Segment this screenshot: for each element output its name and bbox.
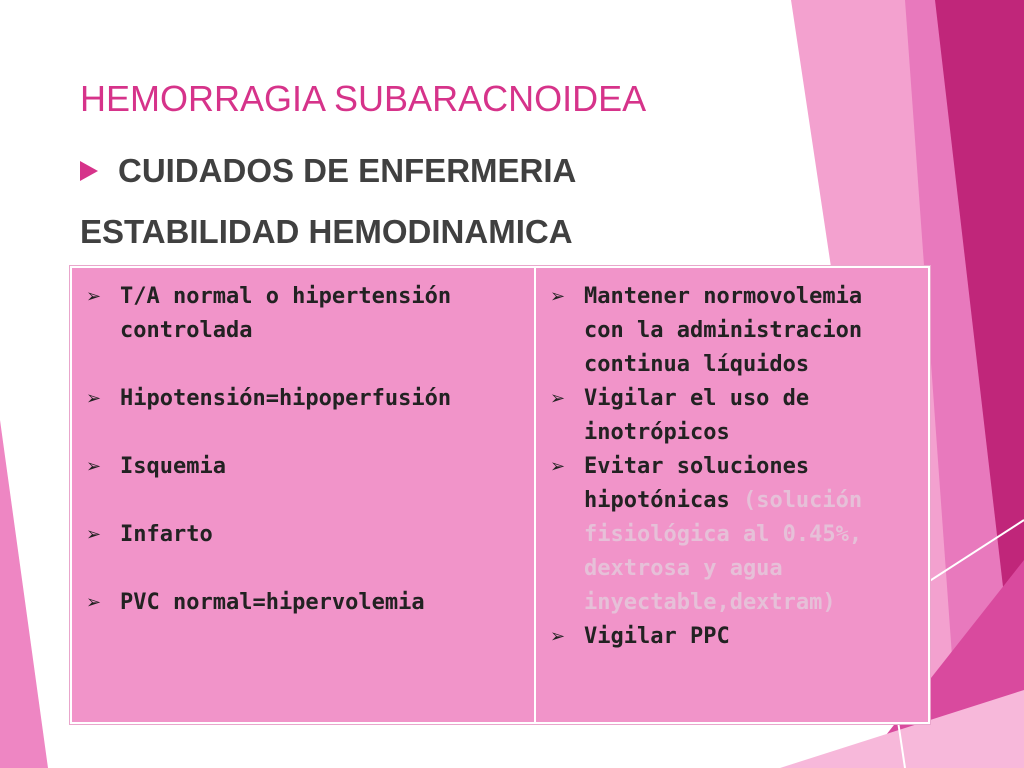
left-list-item: ➢ PVC normal=hipervolemia xyxy=(86,586,520,620)
arrowhead-bullet-icon: ➢ xyxy=(550,626,566,647)
right-list-item-faint: ➢ Vigilar PPC xyxy=(550,620,914,654)
right-list-item: ➢ Vigilar el uso de inotrópicos xyxy=(550,382,914,450)
bg-shape-left xyxy=(0,420,48,768)
arrowhead-bullet-icon: ➢ xyxy=(550,286,566,307)
left-list-item: ➢ Isquemia xyxy=(86,450,520,484)
right-list xyxy=(550,280,914,654)
content-table xyxy=(70,266,930,724)
arrowhead-bullet-icon: ➢ xyxy=(550,456,566,477)
triangle-bullet-icon xyxy=(80,161,98,181)
arrowhead-bullet-icon: ➢ xyxy=(86,592,102,613)
arrowhead-bullet-icon: ➢ xyxy=(550,388,566,409)
arrowhead-bullet-icon: ➢ xyxy=(86,524,102,545)
faint-note: (solución fisiológica al 0.45%, dextrosa y agua inyectable,dextram) xyxy=(584,488,863,615)
left-list-item: ➢ Infarto xyxy=(86,518,520,552)
arrowhead-bullet-icon: ➢ xyxy=(86,388,102,409)
right-list-item: ➢ Mantener normovolemia con la administracion continua líquidos xyxy=(550,280,914,382)
slide-title: HEMORRAGIA SUBARACNOIDEA xyxy=(80,78,647,119)
arrowhead-bullet-icon: ➢ xyxy=(86,286,102,307)
left-list xyxy=(86,280,520,620)
section-subheading: ESTABILIDAD HEMODINAMICA xyxy=(80,213,573,250)
right-list-item: ➢ Evitar soluciones hipotónicas (solución fisiológica al 0.45%, dextrosa y agua inyectable,dextram) xyxy=(550,450,914,620)
bullet-heading xyxy=(80,152,576,190)
left-list-item: ➢ T/A normal o hipertensión controlada xyxy=(86,280,520,348)
right-column xyxy=(536,268,928,722)
left-column xyxy=(72,268,536,722)
left-list-item: ➢ Hipotensión=hipoperfusión xyxy=(86,382,520,416)
bullet-heading-text: CUIDADOS DE ENFERMERIA xyxy=(118,152,577,189)
arrowhead-bullet-icon: ➢ xyxy=(86,456,102,477)
